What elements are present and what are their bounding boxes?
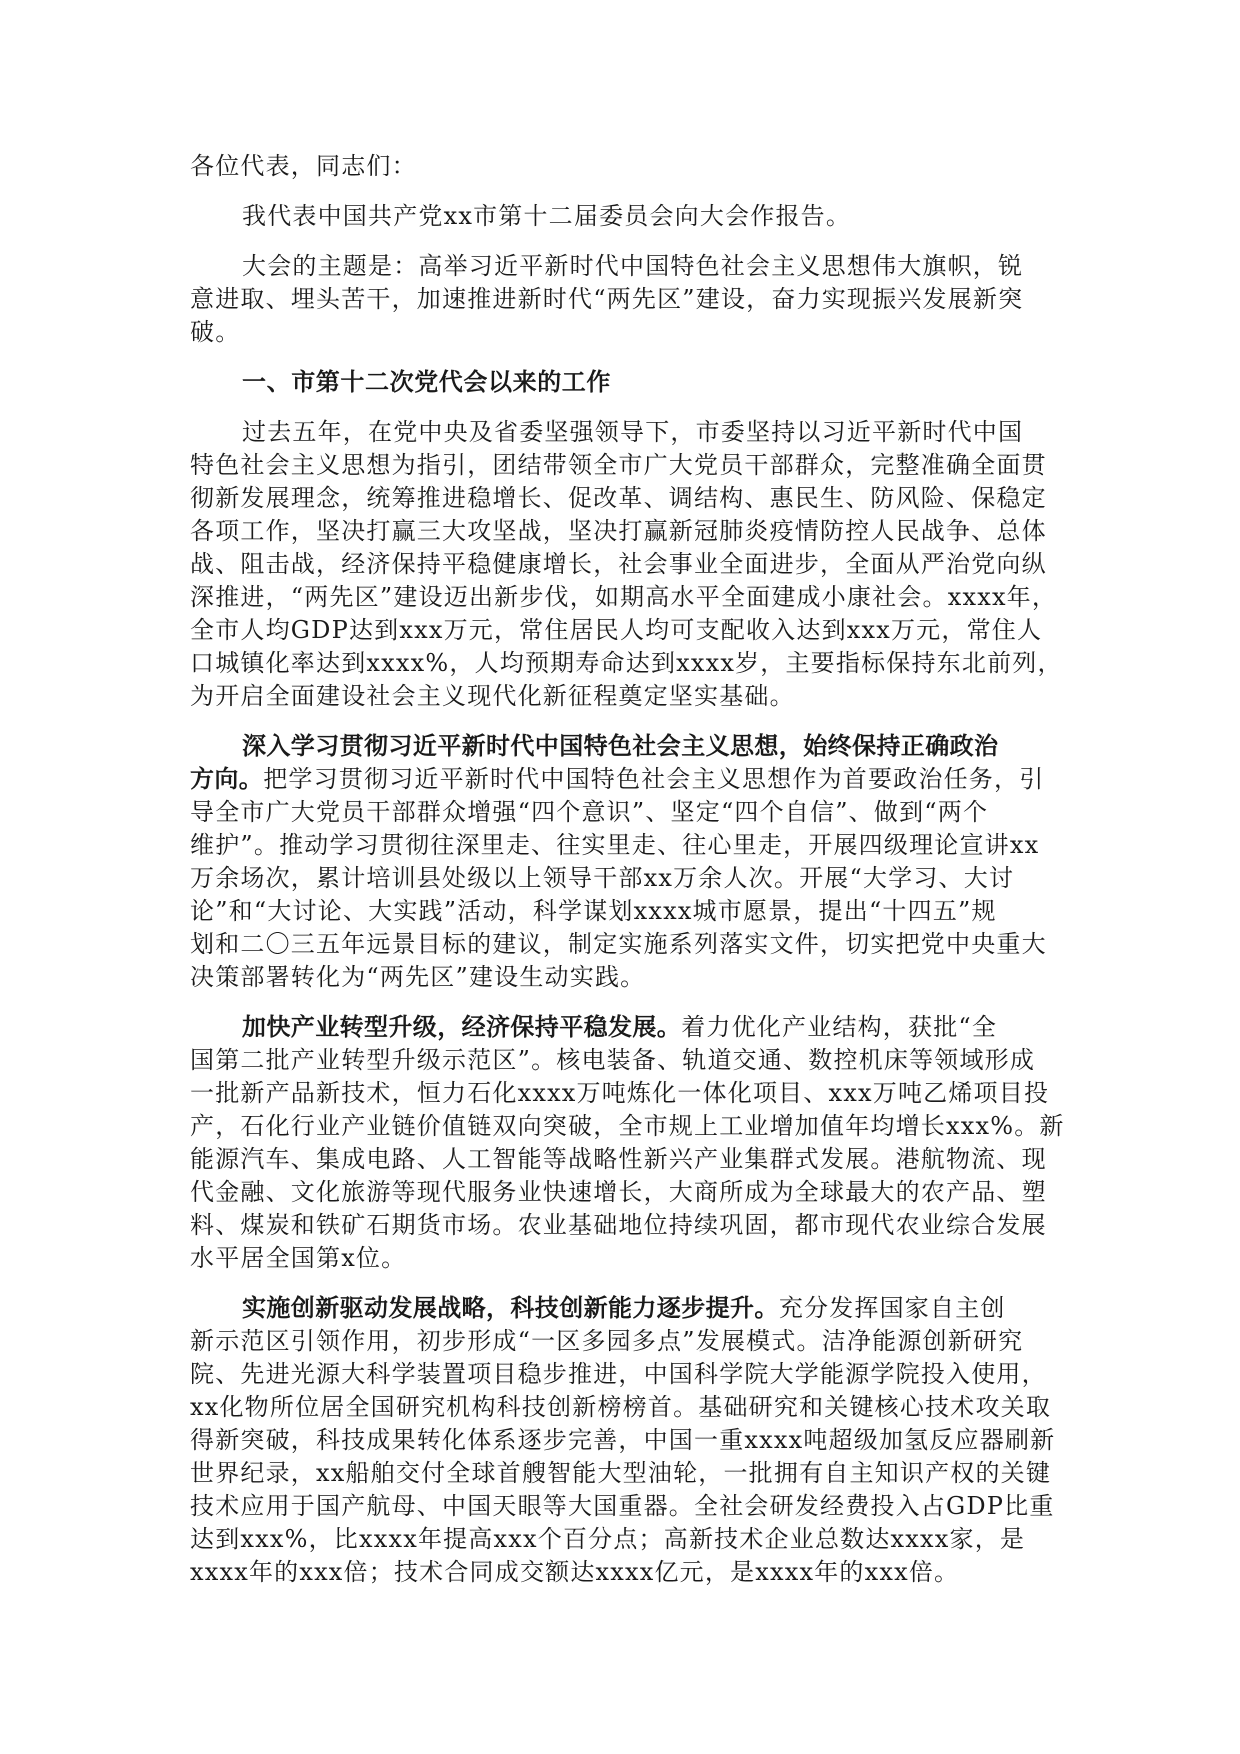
industry-line: 国第二批产业转型升级示范区”。核电装备、轨道交通、数控机床等领域形成 xyxy=(190,1046,1036,1074)
politics-line xyxy=(190,763,1060,796)
theme-line: 大会的主题是：高举习近平新时代中国特色社会主义思想伟大旗帜，锐 xyxy=(242,252,1024,280)
innovation-text: 充分发挥国家自主创 xyxy=(778,1294,1006,1322)
salutation: 各位代表，同志们： xyxy=(190,152,417,180)
politics-lead-heading-end: 方向。 xyxy=(190,765,264,793)
industry-lead-heading: 加快产业转型升级，经济保持平稳发展。 xyxy=(242,1013,682,1041)
innovation-line: xx化物所位居全国研究机构科技创新榜榜首。基础研究和关键核心技术攻关取 xyxy=(190,1393,1052,1421)
theme-paragraph xyxy=(190,250,1060,349)
intro-paragraph xyxy=(190,200,1060,233)
overview-line: 深推进，“两先区”建设迈出新步伐，如期高水平全面建成小康社会。xxxx年， xyxy=(190,583,1058,611)
innovation-lead-heading: 实施创新驱动发展战略，科技创新能力逐步提升。 xyxy=(242,1294,779,1322)
overview-line: 各项工作，坚决打赢三大攻坚战，坚决打赢新冠肺炎疫情防控人民战争、总体 xyxy=(190,517,1047,545)
overview-line: 全市人均GDP达到xxx万元，常住居民人均可支配收入达到xxx万元，常住人 xyxy=(190,616,1043,644)
section-heading: 一、市第十二次党代会以来的工作 xyxy=(242,368,611,396)
theme-line: 意进取、埋头苦干，加速推进新时代“两先区”建设，奋力实现振兴发展新突 xyxy=(190,285,1024,313)
salutation-paragraph xyxy=(190,150,1060,183)
overview-line: 为开启全面建设社会主义现代化新征程奠定坚实基础。 xyxy=(190,682,795,710)
intro-text: 我代表中国共产党xx市第十二届委员会向大会作报告。 xyxy=(242,202,852,230)
innovation-line: 技术应用于国产航母、中国天眼等大国重器。全社会研发经费投入占GDP比重 xyxy=(190,1492,1055,1520)
overview-paragraph xyxy=(190,416,1063,713)
innovation-line: 达到xxx%，比xxxx年提高xxx个百分点；高新技术企业总数达xxxx家，是 xyxy=(190,1525,1026,1553)
innovation-line: 世界纪录，xx船舶交付全球首艘智能大型油轮，一批拥有自主知识产权的关键 xyxy=(190,1459,1052,1487)
industry-line xyxy=(190,1011,1060,1044)
industry-line: 水平居全国第x位。 xyxy=(190,1244,407,1272)
politics-paragraph xyxy=(190,730,1060,994)
section-heading-paragraph xyxy=(190,366,1060,399)
industry-line: 代金融、文化旅游等现代服务业快速增长，大商所成为全球最大的农产品、塑 xyxy=(190,1178,1047,1206)
politics-line: 维护”。推动学习贯彻往深里走、往实里走、往心里走，开展四级理论宣讲xx xyxy=(190,831,1040,859)
politics-line: 导全市广大党员干部群众增强“四个意识”、坚定“四个自信”、做到“两个 xyxy=(190,798,989,826)
theme-line: 破。 xyxy=(190,318,241,346)
politics-text: 把学习贯彻习近平新时代中国特色社会主义思想作为首要政治任务，引 xyxy=(263,765,1045,793)
innovation-paragraph xyxy=(190,1292,1060,1589)
industry-text: 着力优化产业结构，获批“全 xyxy=(681,1013,998,1041)
politics-line: 万余场次，累计培训县处级以上领导干部xx万余人次。开展“大学习、大讨 xyxy=(190,864,1015,892)
innovation-line: xxxx年的xxx倍；技术合同成交额达xxxx亿元，是xxxx年的xxx倍。 xyxy=(190,1558,960,1586)
overview-line: 口城镇化率达到xxxx%，人均预期寿命达到xxxx岁，主要指标保持东北前列， xyxy=(190,649,1063,677)
document-page xyxy=(190,150,1065,1606)
overview-line: 战、阻击战，经济保持平稳健康增长，社会事业全面进步，全面从严治党向纵 xyxy=(190,550,1047,578)
politics-line: 决策部署转化为“两先区”建设生动实践。 xyxy=(190,963,646,991)
industry-line: 能源汽车、集成电路、人工智能等战略性新兴产业集群式发展。港航物流、现 xyxy=(190,1145,1047,1173)
industry-line: 料、煤炭和铁矿石期货市场。农业基础地位持续巩固，都市现代农业综合发展 xyxy=(190,1211,1047,1239)
overview-line: 特色社会主义思想为指引，团结带领全市广大党员干部群众，完整准确全面贯 xyxy=(190,451,1047,479)
politics-line: 论”和“大讨论、大实践”活动，科学谋划xxxx城市愿景，提出“十四五”规 xyxy=(190,897,997,925)
innovation-line xyxy=(190,1292,1060,1325)
overview-line: 彻新发展理念，统筹推进稳增长、促改革、调结构、惠民生、防风险、保稳定 xyxy=(190,484,1047,512)
industry-line: 一批新产品新技术，恒力石化xxxx万吨炼化一体化项目、xxx万吨乙烯项目投 xyxy=(190,1079,1050,1107)
overview-line: 过去五年，在党中央及省委坚强领导下，市委坚持以习近平新时代中国 xyxy=(242,418,1024,446)
innovation-line: 新示范区引领作用，初步形成“一区多园多点”发展模式。洁净能源创新研究 xyxy=(190,1327,1024,1355)
industry-paragraph xyxy=(190,1011,1065,1275)
innovation-line: 院、先进光源大科学装置项目稳步推进，中国科学院大学能源学院投入使用， xyxy=(190,1360,1047,1388)
politics-lead-heading: 深入学习贯彻习近平新时代中国特色社会主义思想，始终保持正确政治 xyxy=(242,732,999,760)
industry-line: 产，石化行业产业链价值链双向突破，全市规上工业增加值年均增长xxx%。新 xyxy=(190,1112,1065,1140)
politics-line: 划和二〇三五年远景目标的建议，制定实施系列落实文件，切实把党中央重大 xyxy=(190,930,1047,958)
innovation-line: 得新突破，科技成果转化体系逐步完善，中国一重xxxx吨超级加氢反应器刷新 xyxy=(190,1426,1056,1454)
